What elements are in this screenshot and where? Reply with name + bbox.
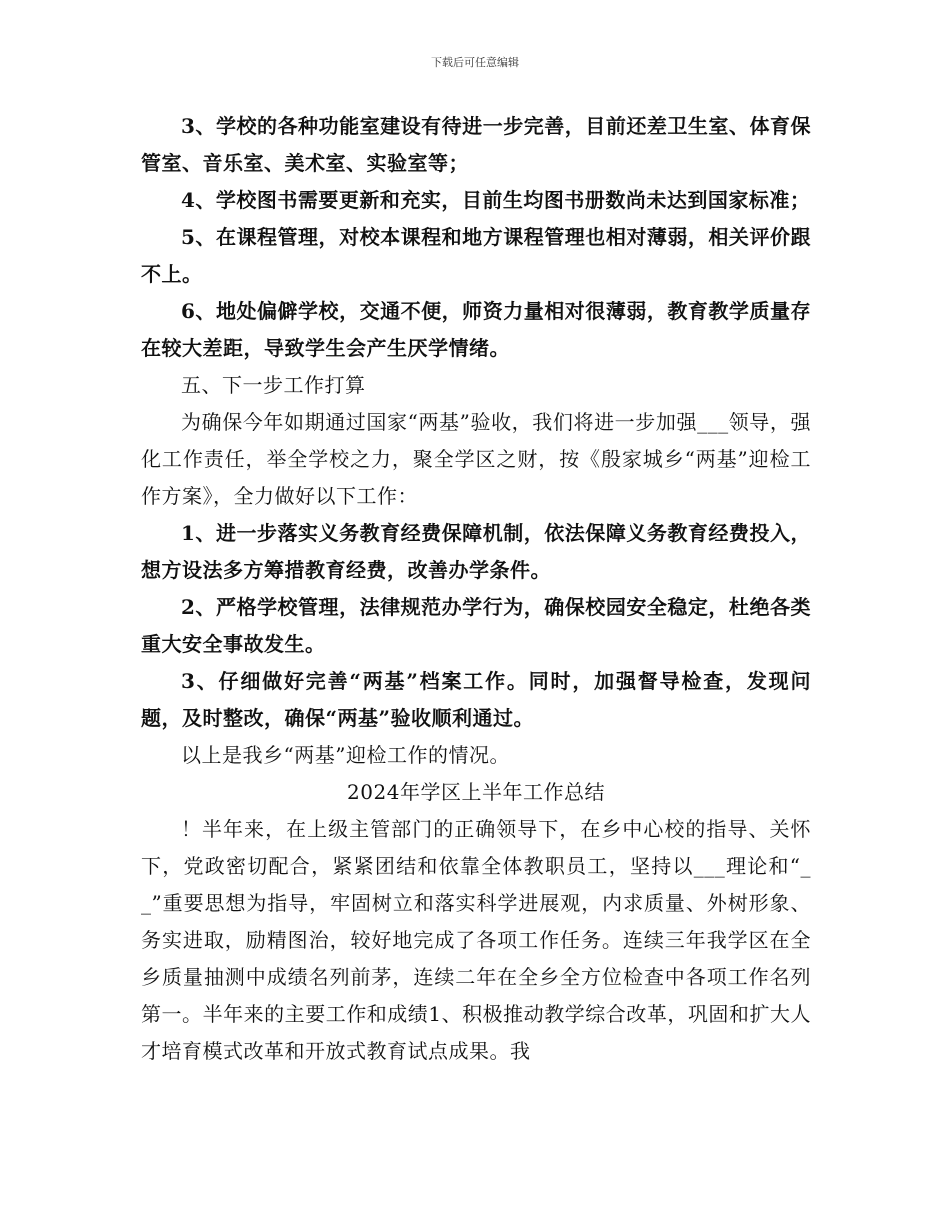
summary-paragraph: ！半年来，在上级主管部门的正确领导下，在乡中心校的指导、关怀下，党政密切配合，紧紧团结和依靠全体教职员工，坚持以___理论和“__”重要思想为指导，牢固树立和落实科学进展观，内求质量、外树形象、务实进取，励精图治，较好地完成了各项工作任务。连续三年我学区在全乡质量抽测中成绩名列前茅，连续二年在全乡全方位检查中各项工作名列第一。半年来的主要工作和成绩1、积极推动教学综合改革，巩固和扩大人才培育模式改革和开放式教育试点成果。我 [141,817,811,1063]
problem-item-3: 3、学校的各种功能室建设有待进一步完善，目前还差卫生室、体育保管室、音乐室、美术室、实验室等； [141,114,811,175]
plan-task-1: 1、进一步落实义务教育经费保障机制，依法保障义务教育经费投入，想方设法多方筹措教育经费，改善办学条件。 [141,521,811,582]
problem-item-6: 6、地处偏僻学校，交通不便，师资力量相对很薄弱，教育教学质量存在较大差距，导致学生会产生厌学情绪。 [141,299,811,360]
problem-item-5: 5、在课程管理，对校本课程和地方课程管理也相对薄弱，相关评价跟不上。 [141,225,811,286]
problem-item-4: 4、学校图书需要更新和充实，目前生均图书册数尚未达到国家标准； [181,188,811,212]
document-title: 2024年学区上半年工作总结 [347,780,605,804]
closing-paragraph: 以上是我乡“两基”迎检工作的情况。 [181,743,510,767]
plan-intro: 为确保今年如期通过国家“两基”验收，我们将进一步加强___领导，强化工作责任，举全学校之力，聚全学区之财，按《殷家城乡“两基”迎检工作方案》，全力做好以下工作： [141,410,811,508]
plan-task-3: 3、仔细做好完善“两基”档案工作。同时，加强督导检查，发现问题，及时整改，确保“两基”验收顺利通过。 [141,669,811,730]
document-body [141,108,811,1070]
plan-task-2: 2、严格学校管理，法律规范办学行为，确保校园安全稳定，杜绝各类重大安全事故发生。 [141,595,811,656]
section-heading: 五、下一步工作打算 [181,373,366,397]
header-note: 下载后可任意编辑 [431,56,519,69]
